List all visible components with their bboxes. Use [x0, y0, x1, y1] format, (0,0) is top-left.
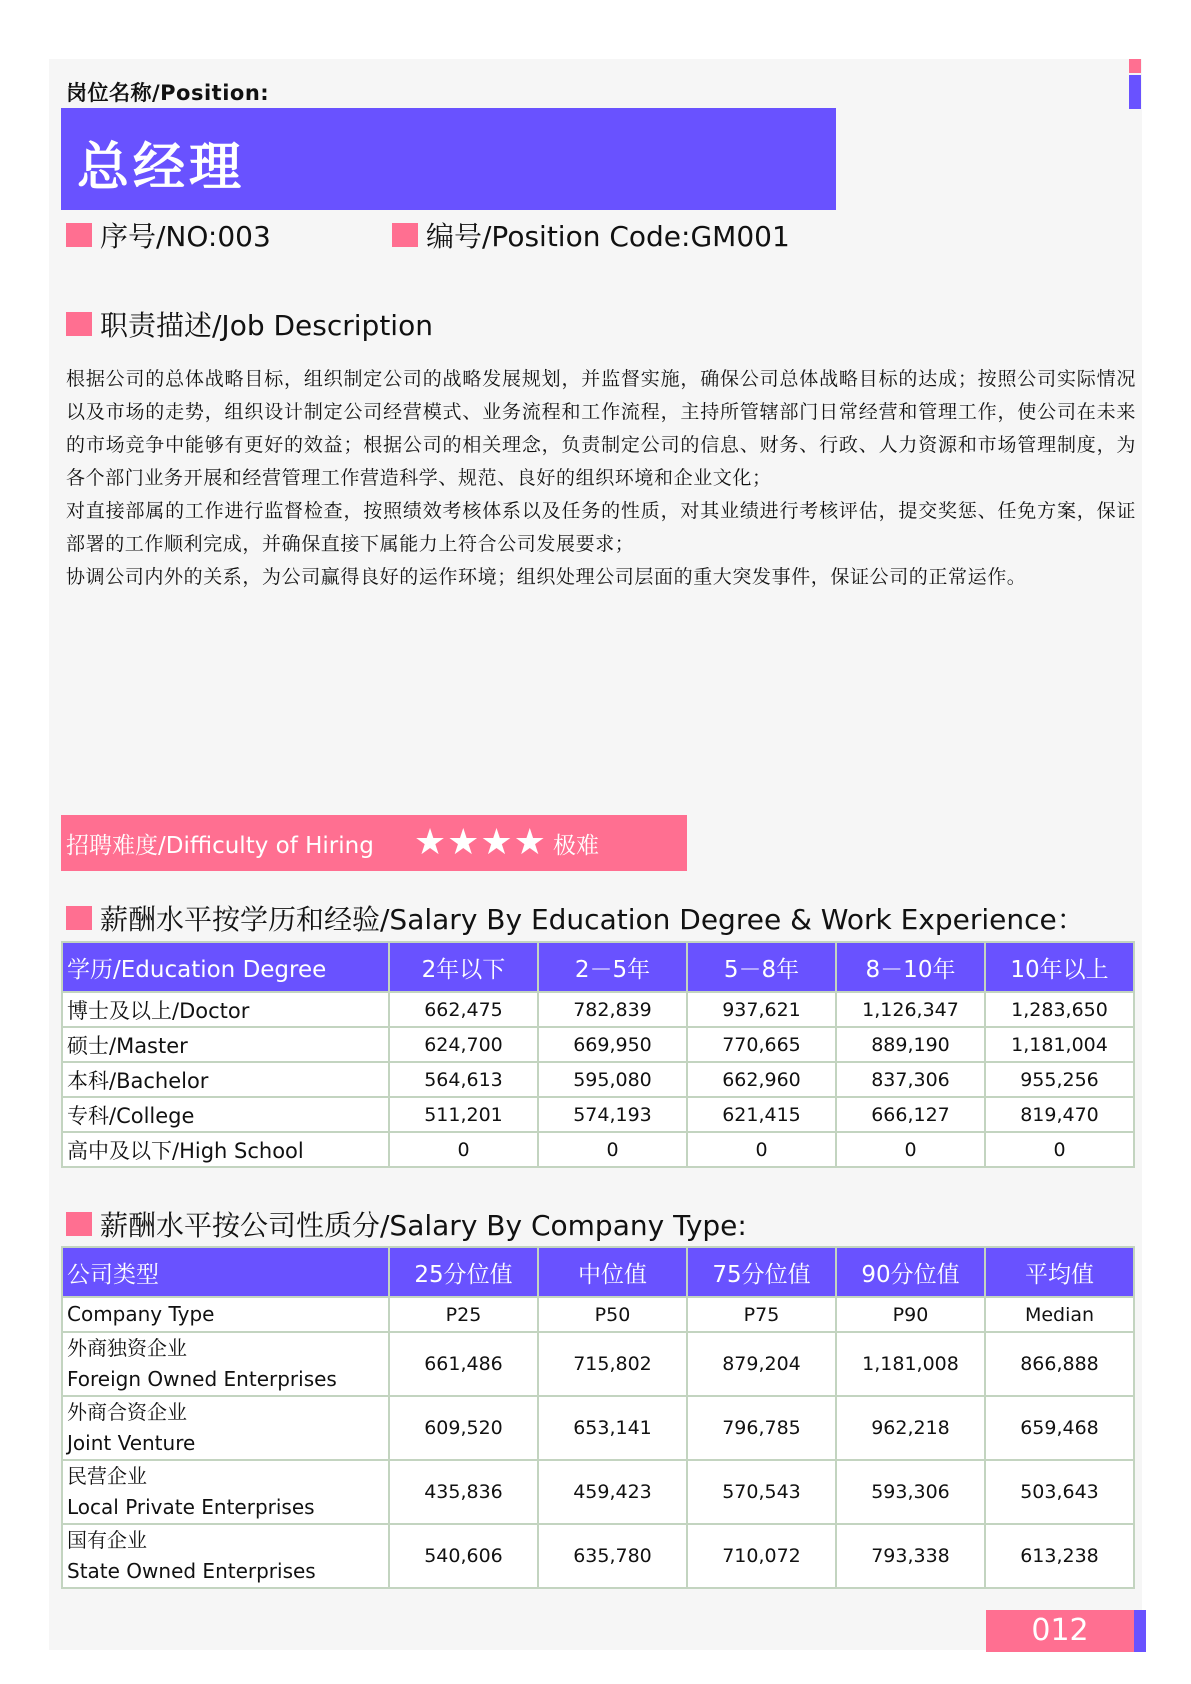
table-row	[62, 1132, 1134, 1167]
table-cell: 1,181,008	[836, 1332, 985, 1396]
table-cell: 540,606	[389, 1524, 538, 1588]
table-row	[62, 1097, 1134, 1132]
table-cell: 0	[687, 1132, 836, 1167]
no-section	[66, 215, 271, 255]
table-cell: 937,621	[687, 992, 836, 1027]
table-cell: 889,190	[836, 1027, 985, 1062]
company-type-en: Foreign Owned Enterprises	[67, 1367, 337, 1391]
education-salary-table	[61, 941, 1135, 1168]
pink-square-icon	[66, 1212, 92, 1236]
table-header-cell: 公司类型	[62, 1247, 389, 1297]
hiring-difficulty-label: 招聘难度/Difficulty of Hiring	[66, 832, 374, 859]
table-cell: 0	[538, 1132, 687, 1167]
table-cell: Company Type	[62, 1297, 389, 1332]
table-cell: 666,127	[836, 1097, 985, 1132]
table-header-cell: 2－5年	[538, 942, 687, 992]
table-header-cell: 10年以上	[985, 942, 1134, 992]
table-cell: 0	[985, 1132, 1134, 1167]
table-cell: P25	[389, 1297, 538, 1332]
table-header-cell: 2年以下	[389, 942, 538, 992]
table-header-cell: 学历/Education Degree	[62, 942, 389, 992]
table-cell: 1,283,650	[985, 992, 1134, 1027]
table-cell: 659,468	[985, 1396, 1134, 1460]
table-cell: 1,181,004	[985, 1027, 1134, 1062]
hiring-difficulty-bar	[61, 815, 687, 871]
table-cell: Median	[985, 1297, 1134, 1332]
table-cell: 570,543	[687, 1460, 836, 1524]
company-type-en: Joint Venture	[67, 1431, 196, 1455]
code-section	[392, 215, 790, 255]
table-cell: 1,126,347	[836, 992, 985, 1027]
description-paragraph: 对直接部属的工作进行监督检查，按照绩效考核体系以及任务的性质，对其业绩进行考核评估，提交奖惩、任免方案，保证部署的工作顺利完成，并确保直接下属能力上符合公司发展要求；	[66, 500, 1136, 555]
table-cell: 955,256	[985, 1062, 1134, 1097]
table-cell: 593,306	[836, 1460, 985, 1524]
star-icon: ★	[447, 822, 480, 863]
table-cell: 专科/College	[62, 1097, 389, 1132]
company-type-cell	[62, 1524, 389, 1588]
table-cell: 662,475	[389, 992, 538, 1027]
hiring-difficulty-level: 极难	[552, 832, 599, 859]
table-row	[62, 1062, 1134, 1097]
table-cell: 715,802	[538, 1332, 687, 1396]
table-cell: 609,520	[389, 1396, 538, 1460]
company-type-cell	[62, 1396, 389, 1460]
table-cell: 837,306	[836, 1062, 985, 1097]
table-subheader-row	[62, 1297, 1134, 1332]
position-title: 总经理	[77, 138, 246, 198]
table-cell: 661,486	[389, 1332, 538, 1396]
table-cell: 962,218	[836, 1396, 985, 1460]
no-label: 序号/NO:003	[100, 220, 271, 253]
description-heading	[66, 304, 433, 344]
title-band	[61, 108, 836, 210]
company-type-cn: 外商独资企业	[67, 1336, 187, 1360]
company-salary-table	[61, 1246, 1135, 1589]
description-paragraph: 根据公司的总体战略目标，组织制定公司的战略发展规划，并监督实施，确保公司总体战略目标的达成；按照公司实际情况以及市场的走势，组织设计制定公司经营模式、业务流程和工作流程，主持所管辖部门日常经营和管理工作，使公司在未来的市场竞争中能够有更好的效益；根据公司的相关理念，负责制定公司的信息、财务、行政、人力资源和市场管理制度，为各个部门业务开展和经营管理工作营造科学、规范、良好的组织环境和企业文化；	[66, 368, 1136, 489]
table-cell: 866,888	[985, 1332, 1134, 1396]
table-cell: 819,470	[985, 1097, 1134, 1132]
pink-square-icon	[66, 223, 92, 247]
description-paragraph: 协调公司内外的关系，为公司赢得良好的运作环境；组织处理公司层面的重大突发事件，保证公司的正常运作。	[66, 566, 1027, 588]
company-table-heading	[66, 1204, 747, 1244]
table-cell: 511,201	[389, 1097, 538, 1132]
corner-purple-tab	[1129, 75, 1141, 109]
company-type-en: Local Private Enterprises	[67, 1495, 315, 1519]
table-cell: 793,338	[836, 1524, 985, 1588]
table-cell: 0	[836, 1132, 985, 1167]
table-cell: 574,193	[538, 1097, 687, 1132]
table-header-cell: 平均值	[985, 1247, 1134, 1297]
table-header-cell: 中位值	[538, 1247, 687, 1297]
table-cell: 0	[389, 1132, 538, 1167]
table-row	[62, 1396, 1134, 1460]
job-description	[66, 363, 1136, 594]
table-cell: P90	[836, 1297, 985, 1332]
table-cell: 770,665	[687, 1027, 836, 1062]
position-label: 岗位名称/Position:	[66, 81, 270, 105]
table-cell: 459,423	[538, 1460, 687, 1524]
table-cell: 硕士/Master	[62, 1027, 389, 1062]
table-cell: 653,141	[538, 1396, 687, 1460]
page-number: 012	[986, 1610, 1134, 1652]
company-heading-text: 薪酬水平按公司性质分/Salary By Company Type:	[100, 1209, 747, 1242]
table-cell: 503,643	[985, 1460, 1134, 1524]
table-cell: 669,950	[538, 1027, 687, 1062]
table-cell: P75	[687, 1297, 836, 1332]
company-type-cn: 国有企业	[67, 1528, 147, 1552]
pink-square-icon	[66, 906, 92, 930]
star-icon: ★	[480, 822, 513, 863]
table-cell: 博士及以上/Doctor	[62, 992, 389, 1027]
pink-square-icon	[392, 223, 418, 247]
table-row	[62, 992, 1134, 1027]
table-cell: 本科/Bachelor	[62, 1062, 389, 1097]
code-label: 编号/Position Code:GM001	[426, 220, 790, 253]
table-header-row	[62, 1247, 1134, 1297]
table-cell: 796,785	[687, 1396, 836, 1460]
star-rating	[413, 822, 547, 863]
corner-pink-tab	[1129, 59, 1141, 73]
table-header-cell: 25分位值	[389, 1247, 538, 1297]
table-header-cell: 5－8年	[687, 942, 836, 992]
table-header-cell: 8－10年	[836, 942, 985, 992]
company-type-en: State Owned Enterprises	[67, 1559, 316, 1583]
education-heading-text: 薪酬水平按学历和经验/Salary By Education Degree & Work Experience：	[100, 903, 1085, 936]
table-cell: 635,780	[538, 1524, 687, 1588]
star-icon: ★	[413, 822, 447, 863]
table-cell: 高中及以下/High School	[62, 1132, 389, 1167]
table-cell: 879,204	[687, 1332, 836, 1396]
table-cell: 595,080	[538, 1062, 687, 1097]
table-row	[62, 1460, 1134, 1524]
company-type-cell	[62, 1460, 389, 1524]
company-type-cell	[62, 1332, 389, 1396]
table-header-row	[62, 942, 1134, 992]
table-cell: 613,238	[985, 1524, 1134, 1588]
table-cell: 624,700	[389, 1027, 538, 1062]
company-type-cn: 民营企业	[67, 1464, 147, 1488]
table-cell: 710,072	[687, 1524, 836, 1588]
table-cell: 621,415	[687, 1097, 836, 1132]
page-number-tab	[1134, 1610, 1146, 1652]
table-header-cell: 75分位值	[687, 1247, 836, 1297]
table-row	[62, 1332, 1134, 1396]
table-cell: 564,613	[389, 1062, 538, 1097]
table-header-cell: 90分位值	[836, 1247, 985, 1297]
education-table-heading	[66, 898, 1085, 938]
table-row	[62, 1524, 1134, 1588]
table-cell: 782,839	[538, 992, 687, 1027]
table-cell: 435,836	[389, 1460, 538, 1524]
pink-square-icon	[66, 312, 92, 336]
star-icon: ★	[513, 822, 546, 863]
table-cell: P50	[538, 1297, 687, 1332]
description-heading-text: 职责描述/Job Description	[100, 309, 433, 342]
table-cell: 662,960	[687, 1062, 836, 1097]
table-row	[62, 1027, 1134, 1062]
company-type-cn: 外商合资企业	[67, 1400, 187, 1424]
